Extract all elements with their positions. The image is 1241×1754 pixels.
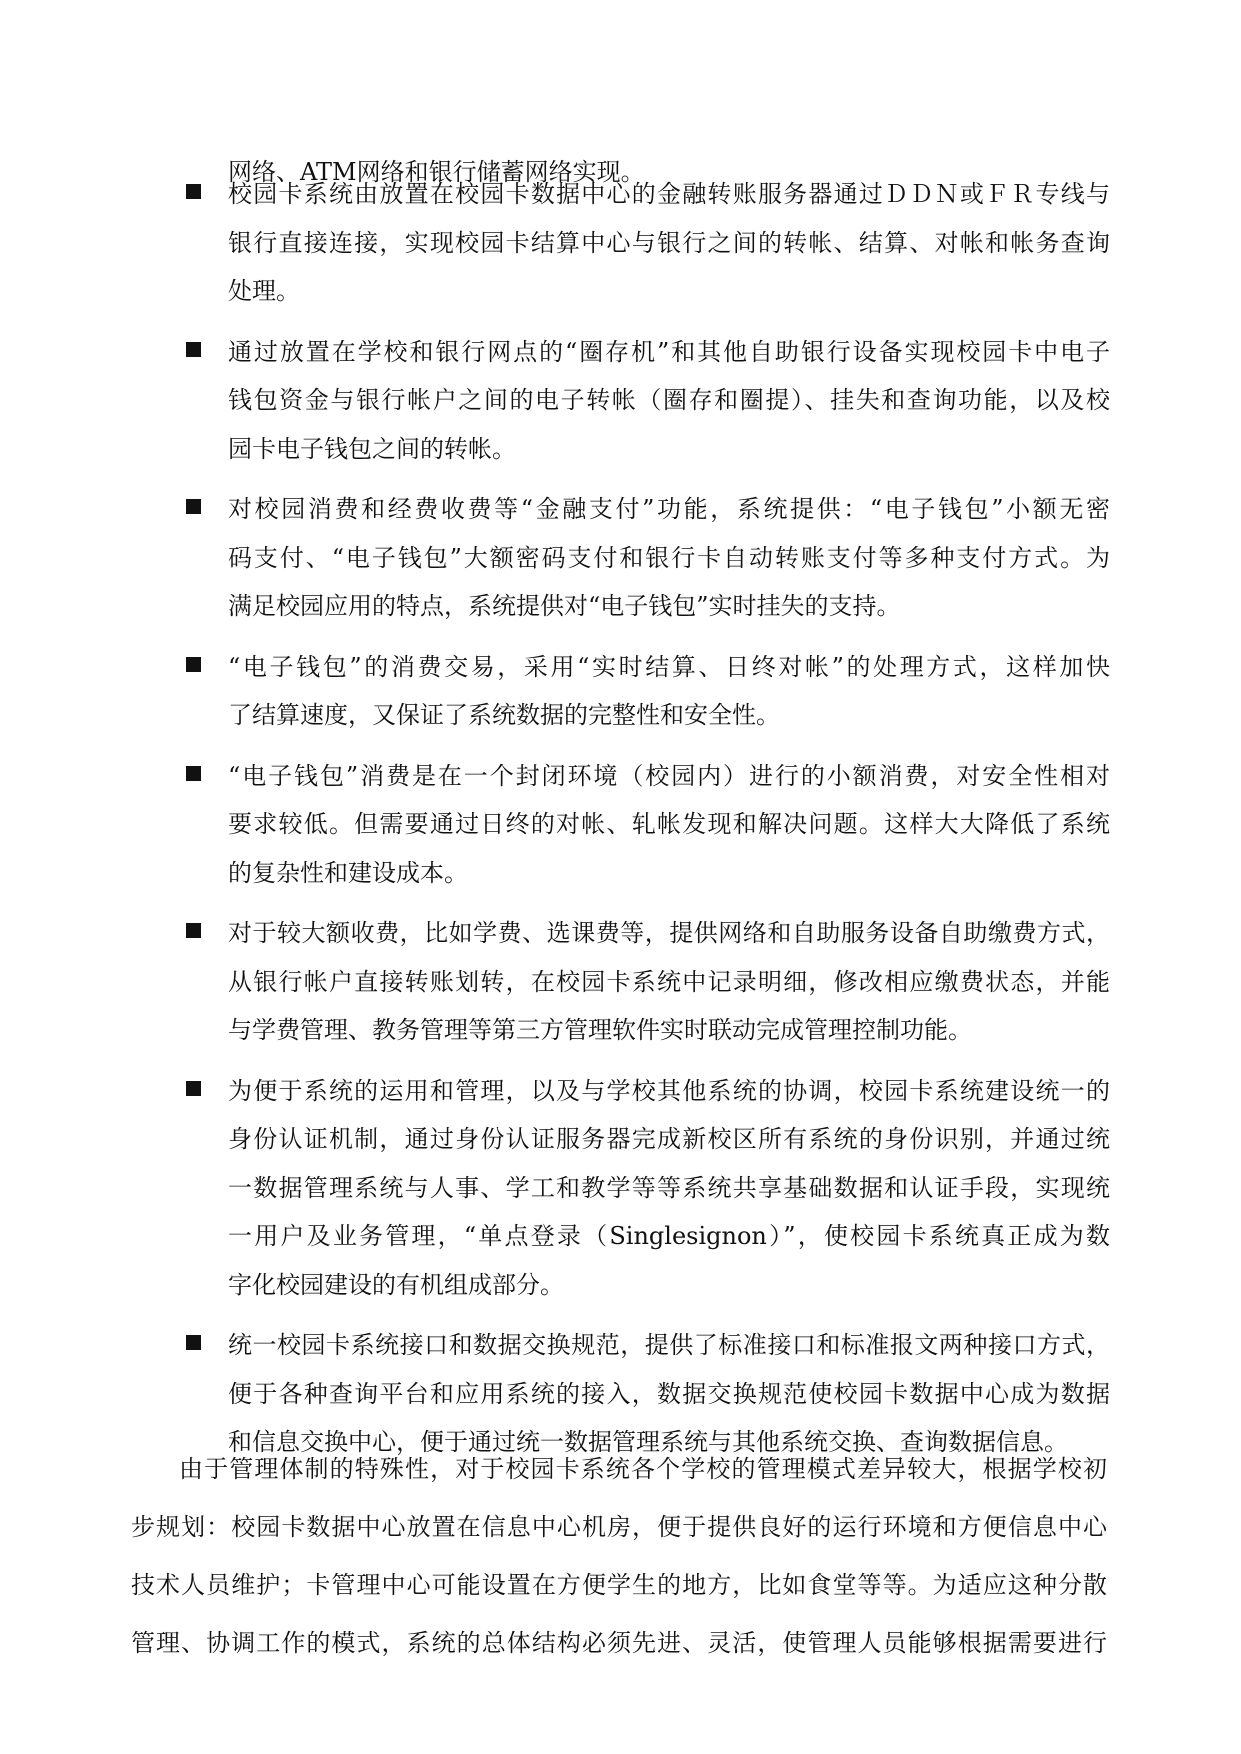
bullet-line: 通过放置在学校和银行网点的“圈存机”和其他自助银行设备实现校园卡中电子 (228, 337, 1110, 366)
bullet-line: 钱包资金与银行帐户之间的电子转帐（圈存和圈提）、挂失和查询功能，以及校 (228, 386, 1110, 414)
square-bullet-icon (186, 657, 201, 672)
square-bullet-icon (186, 184, 201, 199)
bullet-line: 校园卡系统由放置在校园卡数据中心的金融转账服务器通过ＤＤＮ或ＦＲ专线与 (228, 180, 1110, 208)
bullet-line: 要求较低。但需要通过日终的对帐、轧帐发现和解决问题。这样大大降低了系统 (228, 810, 1110, 838)
bullet-line: “电子钱包”消费是在一个封闭环境（校园内）进行的小额消费，对安全性相对 (228, 761, 1110, 790)
bullet-item (180, 752, 1110, 898)
bullet-line: 便于各种查询平台和应用系统的接入，数据交换规范使校园卡数据中心成为数据 (228, 1379, 1110, 1408)
bullet-line: 了结算速度，又保证了系统数据的完整性和安全性。 (228, 701, 780, 729)
paragraph-line: 技术人员维护；卡管理中心可能设置在方便学生的地方，比如食堂等等。为适应这种分散 (131, 1571, 1107, 1599)
bullet-line: 一数据管理系统与人事、学工和教学等等系统共享基础数据和认证手段，实现统 (228, 1173, 1110, 1202)
bullet-item (180, 328, 1110, 474)
bullet-item (180, 485, 1110, 631)
bullet-list (180, 170, 1110, 1479)
bullet-line: 字化校园建设的有机组成部分。 (228, 1270, 564, 1299)
bullet-line: 对校园消费和经费收费等“金融支付”功能，系统提供：“电子钱包”小额无密 (228, 495, 1110, 523)
bullet-line: 园卡电子钱包之间的转帐。 (228, 434, 516, 463)
bullet-item (180, 643, 1110, 740)
bullet-line: 从银行帐户直接转账划转，在校园卡系统中记录明细，修改相应缴费状态，并能 (228, 967, 1110, 996)
bullet-line: 满足校园应用的特点，系统提供对“电子钱包”实时挂失的支持。 (228, 592, 901, 620)
bullet-line: 对于较大额收费，比如学费、选课费等，提供网络和自助服务设备自助缴费方式， (228, 919, 1110, 947)
continuation-line: 网络、ATM网络和银行储蓄网络实现。 (228, 158, 645, 186)
body-paragraph (131, 1440, 1107, 1672)
bullet-line: 一用户及业务管理，“单点登录（Singlesignon）”，使校园卡系统真正成为数 (228, 1222, 1110, 1250)
bullet-line: 身份认证机制，通过身份认证服务器完成新校区所有系统的身份识别，并通过统 (228, 1125, 1110, 1153)
square-bullet-icon (186, 1081, 201, 1096)
bullet-line: 的复杂性和建设成本。 (228, 858, 468, 887)
bullet-line: 与学费管理、教务管理等第三方管理软件实时联动完成管理控制功能。 (228, 1016, 972, 1044)
paragraph-line: 由于管理体制的特殊性，对于校园卡系统各个学校的管理模式差异较大，根据学校初 (179, 1455, 1107, 1483)
bullet-line: 为便于系统的运用和管理，以及与学校其他系统的协调，校园卡系统建设统一的 (228, 1076, 1110, 1105)
paragraph-line: 步规划：校园卡数据中心放置在信息中心机房，便于提供良好的运行环境和方便信息中心 (131, 1513, 1107, 1541)
bullet-line: 处理。 (228, 277, 300, 305)
bullet-line: 和信息交换中心，便于通过统一数据管理系统与其他系统交换、查询数据信息。 (228, 1428, 1068, 1456)
bullet-line: 银行直接连接，实现校园卡结算中心与银行之间的转帐、结算、对帐和帐务查询 (228, 228, 1110, 257)
bullet-item (180, 170, 1110, 316)
square-bullet-icon (186, 342, 201, 357)
square-bullet-icon (186, 1335, 201, 1350)
bullet-item (180, 909, 1110, 1055)
paragraph-line: 管理、协调工作的模式，系统的总体结构必须先进、灵活，使管理人员能够根据需要进行 (131, 1629, 1107, 1657)
bullet-line: 码支付、“电子钱包”大额密码支付和银行卡自动转账支付等多种支付方式。为 (228, 543, 1110, 572)
bullet-line: “电子钱包”的消费交易，采用“实时结算、日终对帐”的处理方式，这样加快 (228, 652, 1110, 681)
square-bullet-icon (186, 499, 201, 514)
square-bullet-icon (186, 766, 201, 781)
bullet-line: 统一校园卡系统接口和数据交换规范，提供了标准接口和标准报文两种接口方式， (228, 1331, 1110, 1359)
square-bullet-icon (186, 923, 201, 938)
bullet-item (180, 1067, 1110, 1310)
